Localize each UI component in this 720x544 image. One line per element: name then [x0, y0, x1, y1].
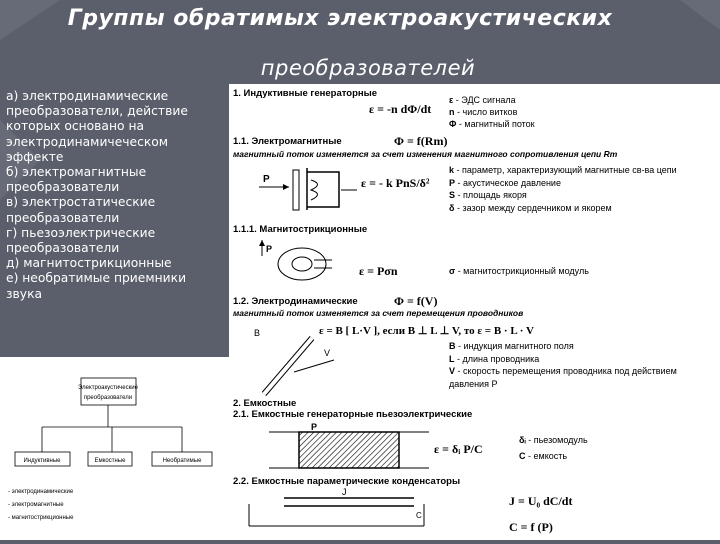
svg-text:V: V [324, 348, 331, 358]
list-line: преобразователи [6, 210, 120, 225]
legend-1: ε - ЭДС сигнала n - число витков Φ - магнитный поток [449, 95, 535, 129]
section-2-heading: 2. Емкостные [233, 398, 297, 409]
electromagnetic-sketch [249, 162, 359, 217]
formula-1: ε = -n dΦ/dt [369, 102, 432, 116]
classification-tree [0, 357, 229, 540]
formula-2-1: ε = δᵢ P/C [434, 442, 483, 456]
tree-child-irreversible: Необратимые [162, 458, 202, 464]
list-line: д) магнитострикционные [6, 256, 172, 271]
tree-root-line2: преобразователи [83, 395, 133, 401]
formula-1-1a: Φ = f(Rm) [394, 134, 448, 148]
transducer-formulas-panel [229, 84, 720, 540]
svg-text:P: P [263, 174, 270, 185]
list-line: преобразователи, действие [6, 104, 188, 119]
legend-1-2: B - индукция магнитного поля L - длина проводника V - скорость перемещения проводника под действием давления P [449, 341, 677, 389]
classification-tree-panel [0, 357, 229, 540]
svg-text:C: C [416, 511, 422, 520]
formula-1-1-1: ε = Pσn [359, 264, 398, 278]
list-line: электродинамичеческом [6, 134, 169, 149]
piezo-sketch [269, 420, 429, 480]
svg-text:B: B [254, 328, 261, 338]
section-2-2-heading: 2.2. Емкостные параметрические конденсаторы [233, 476, 461, 487]
list-line: б) электромагнитные [6, 165, 147, 180]
slide-title-line1: Группы обратимых электроакустических [67, 6, 613, 31]
list-line: звука [6, 286, 43, 301]
slide-title-line2: преобразователей [260, 56, 476, 80]
list-line: которых основано на [6, 119, 145, 134]
svg-text:P: P [266, 244, 273, 254]
section-1-heading: 1. Индуктивные генераторные [233, 88, 378, 99]
svg-text:J: J [342, 487, 347, 497]
formula-1-2b: ε = B [ L·V ], если B ⊥ L ⊥ V, то ε = B · L · V [319, 325, 534, 337]
legend-2-1: δᵢ - пьезомодуль C - емкость [519, 435, 588, 461]
magnetostrictive-sketch [254, 236, 354, 286]
list-line: е) необратимые приемники [6, 271, 187, 286]
legend-1-1: k - параметр, характеризующий магнитные св-ва цепи P - акустическое давление S - площадь якоря δ - зазор между сердечником и якорем [449, 165, 677, 213]
list-line: в) электростатические [6, 195, 156, 210]
electrodynamic-sketch [254, 324, 349, 399]
section-1-2-heading: 1.2. Электродинамические [233, 296, 358, 307]
converter-types-list [6, 89, 228, 302]
list-line: эффекте [6, 149, 64, 164]
list-line: преобразователи [6, 180, 120, 195]
section-1-2-note: магнитный поток изменяется за счет перемещения проводников [233, 308, 524, 318]
tree-bullet: - электродинамические [8, 489, 74, 495]
tree-bullet: - электромагнитные [8, 502, 64, 508]
list-line: г) пьезоэлектрические [6, 225, 156, 240]
tree-root-line1: Электроакустические [78, 385, 138, 391]
tree-child-inductive: Индуктивные [23, 458, 61, 464]
capacitor-sketch [244, 486, 434, 536]
list-line: а) электродинамические [6, 89, 169, 103]
tree-bullet: - магнитострикционные [8, 515, 74, 521]
formula-1-2a: Φ = f(V) [394, 294, 438, 308]
formula-2-2a: J = U₀ dC/dt [509, 494, 573, 508]
section-1-1-heading: 1.1. Электромагнитные [233, 136, 342, 147]
legend-1-1-1: σ - магнитострикционный модуль [449, 266, 589, 276]
section-1-1-note: магнитный поток изменяется за счет изменения магнитного сопротивления цепи Rm [233, 149, 618, 159]
section-1-1-1-heading: 1.1.1. Магнитострикционные [233, 224, 368, 235]
svg-text:P: P [311, 422, 318, 432]
tree-child-capacitive: Емкостные [94, 458, 126, 464]
formula-2-2b: C = f (P) [509, 520, 553, 534]
section-2-1-heading: 2.1. Емкостные генераторные пьезоэлектрические [233, 409, 473, 420]
formula-1-1b: ε = - k PnS/δ² [361, 176, 430, 190]
list-line: преобразователи [6, 241, 120, 256]
